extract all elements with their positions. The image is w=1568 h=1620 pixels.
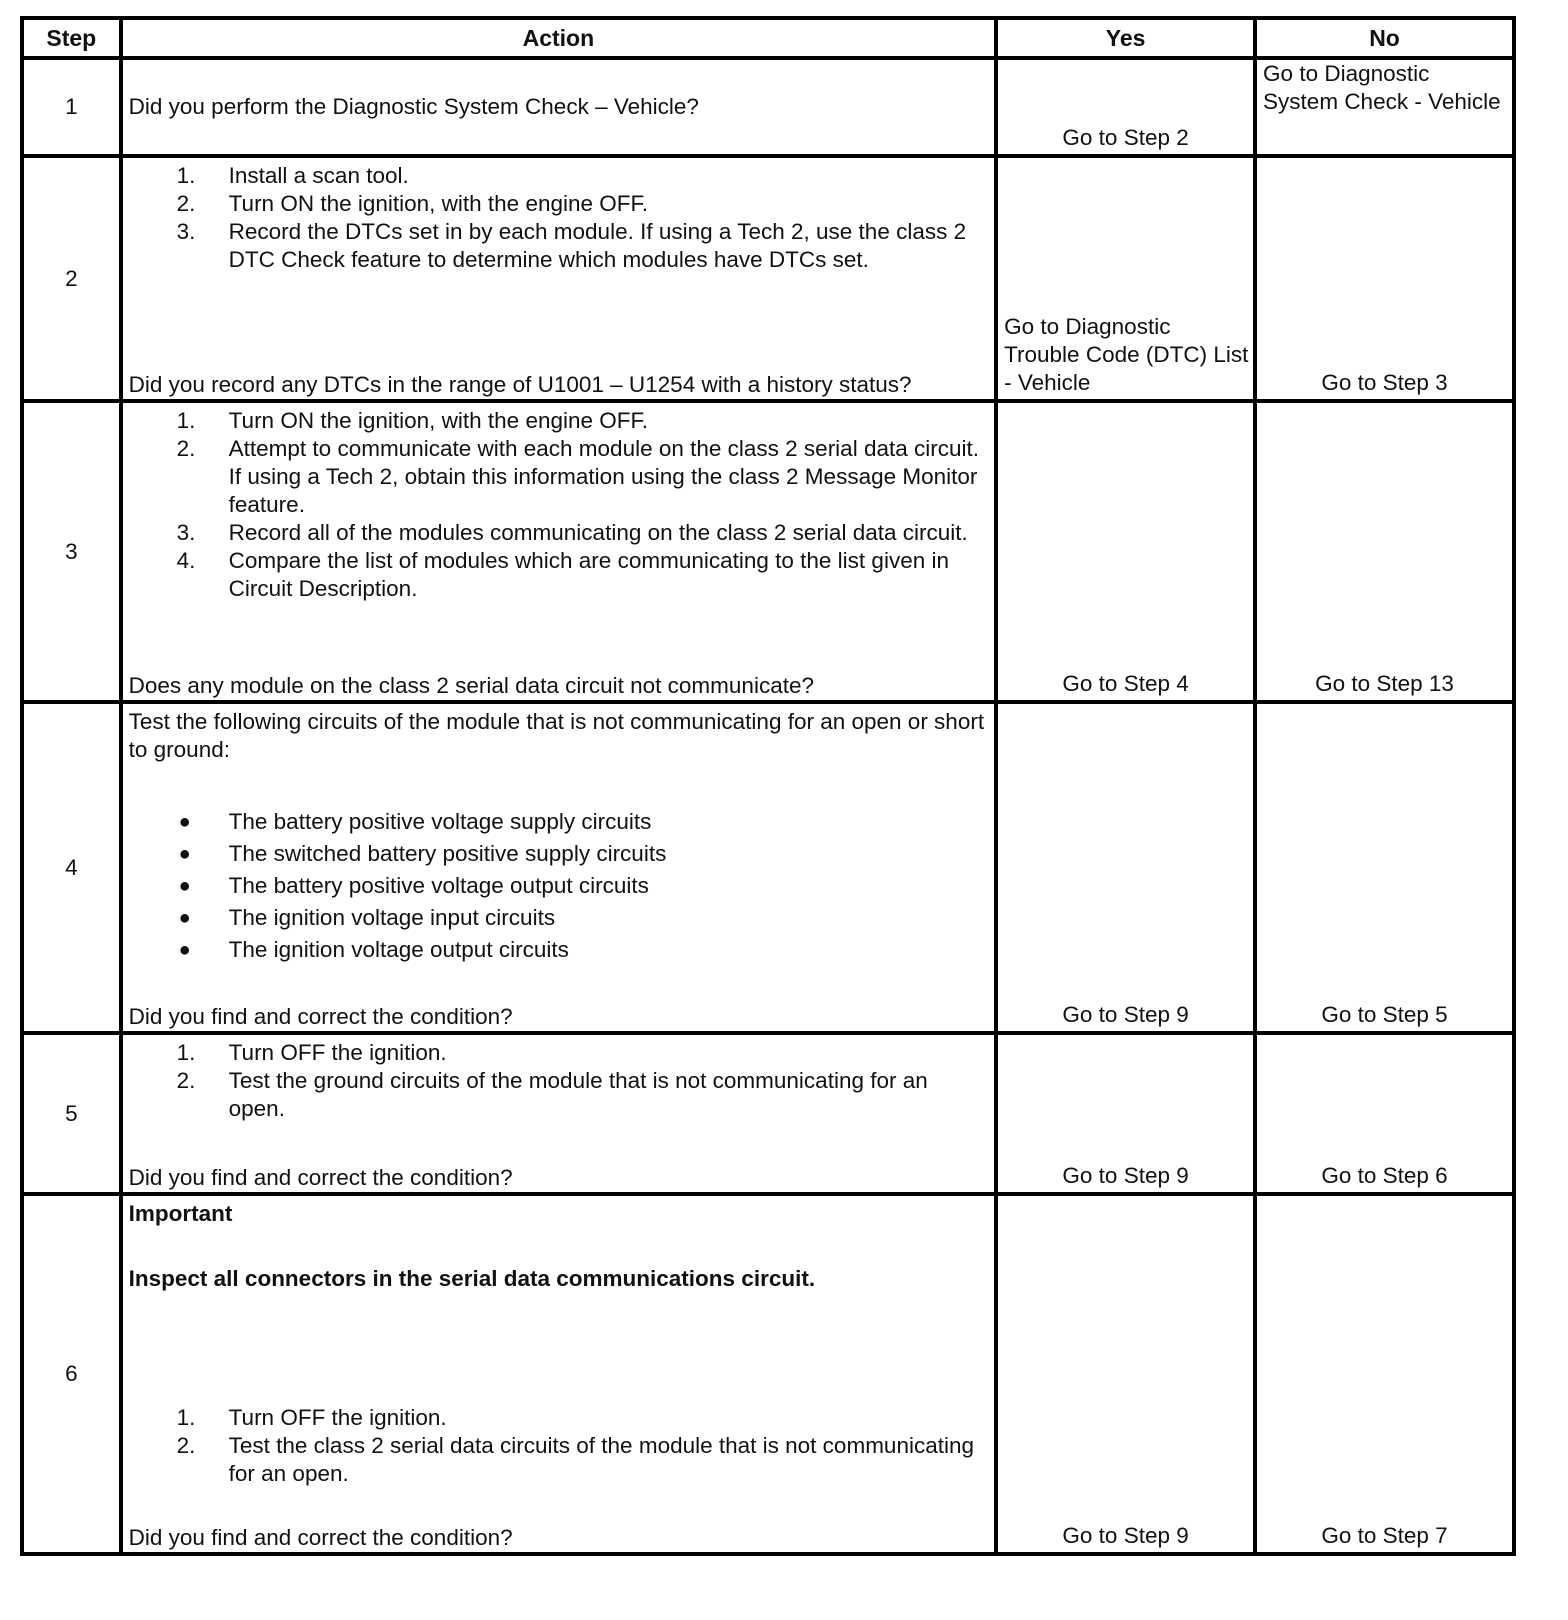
- diagnostic-table: [20, 16, 1516, 1556]
- list-item: ● The switched battery positive supply circuits: [129, 838, 988, 870]
- list-item: ● The battery positive voltage output circuits: [129, 870, 988, 902]
- list-item: 1. Install a scan tool.: [176, 163, 409, 188]
- list-item: 3. Record the DTCs set in by each module. If using a Tech 2, use the class 2 DTC Check feature to determine which modules have DTCs set.: [176, 219, 967, 272]
- step-number: 5: [22, 1033, 121, 1194]
- numbered-list: [129, 1404, 988, 1488]
- numbered-list: [129, 1039, 988, 1123]
- list-item: 2. Attempt to communicate with each module on the class 2 serial data circuit. If using a Tech 2, obtain this information using the class 2 Message Monitor feature.: [176, 436, 979, 517]
- header-no: No: [1255, 18, 1514, 58]
- table-row: [22, 58, 1514, 156]
- header-action: Action: [121, 18, 996, 58]
- list-item: 1. Turn OFF the ignition.: [176, 1405, 447, 1430]
- bullet-list: [129, 806, 988, 966]
- action-cell: [121, 401, 996, 702]
- list-item: 2. Test the class 2 serial data circuits of the module that is not communicating for an open.: [176, 1433, 974, 1486]
- action-question: Did you record any DTCs in the range of U1001 – U1254 with a history status?: [128, 372, 912, 397]
- header-yes: Yes: [996, 18, 1255, 58]
- no-cell: Go to Step 3: [1255, 156, 1514, 401]
- numbered-list: [129, 162, 988, 274]
- table-row: [22, 401, 1514, 702]
- yes-cell: Go to Diagnostic Trouble Code (DTC) List - Vehicle: [996, 156, 1255, 401]
- step-number: 4: [22, 702, 121, 1033]
- no-cell: Go to Diagnostic System Check - Vehicle: [1255, 58, 1514, 156]
- header-step: Step: [22, 18, 121, 58]
- action-cell: [121, 702, 996, 1033]
- step-number: 3: [22, 401, 121, 702]
- action-question: Did you find and correct the condition?: [128, 1165, 513, 1190]
- bullet-icon: ●: [178, 843, 191, 865]
- table-row: [22, 1194, 1514, 1554]
- table-row: [22, 156, 1514, 401]
- step-number: 1: [22, 58, 121, 156]
- bullet-icon: ●: [178, 875, 191, 897]
- action-question: Did you find and correct the condition?: [128, 1004, 513, 1029]
- list-item: ● The ignition voltage input circuits: [129, 902, 988, 934]
- no-cell: Go to Step 13: [1255, 401, 1514, 702]
- yes-cell: Go to Step 2: [996, 58, 1255, 156]
- important-text: Inspect all connectors in the serial data communications circuit.: [128, 1266, 816, 1291]
- list-item: 3. Record all of the modules communicating on the class 2 serial data circuit.: [176, 520, 968, 545]
- list-item: ● The ignition voltage output circuits: [129, 934, 988, 966]
- no-cell: Go to Step 7: [1255, 1194, 1514, 1554]
- no-cell: Go to Step 6: [1255, 1033, 1514, 1194]
- step-number: 2: [22, 156, 121, 401]
- yes-cell: Go to Step 9: [996, 1194, 1255, 1554]
- list-item: 2. Turn ON the ignition, with the engine OFF.: [176, 191, 649, 216]
- numbered-list: [129, 407, 988, 603]
- action-intro: Test the following circuits of the module that is not communicating for an open or short to ground:: [128, 709, 985, 762]
- list-item: 2. Test the ground circuits of the module that is not communicating for an open.: [176, 1068, 928, 1121]
- yes-cell: Go to Step 9: [996, 1033, 1255, 1194]
- table-row: [22, 702, 1514, 1033]
- yes-cell: Go to Step 4: [996, 401, 1255, 702]
- list-item: 1. Turn OFF the ignition.: [176, 1040, 447, 1065]
- bullet-icon: ●: [178, 939, 191, 961]
- action-question: Does any module on the class 2 serial data circuit not communicate?: [128, 673, 814, 698]
- header-row: [22, 18, 1514, 58]
- bullet-icon: ●: [178, 907, 191, 929]
- action-cell: [121, 58, 996, 156]
- no-cell: Go to Step 5: [1255, 702, 1514, 1033]
- action-cell: [121, 1194, 996, 1554]
- action-cell: [121, 1033, 996, 1194]
- list-item: ● The battery positive voltage supply circuits: [129, 806, 988, 838]
- action-question: Did you find and correct the condition?: [128, 1525, 513, 1550]
- important-title: Important: [128, 1201, 233, 1226]
- table-row: [22, 1033, 1514, 1194]
- step-number: 6: [22, 1194, 121, 1554]
- list-item: 4. Compare the list of modules which are communicating to the list given in Circuit Description.: [176, 548, 949, 601]
- action-cell: [121, 156, 996, 401]
- bullet-icon: ●: [178, 811, 191, 833]
- yes-cell: Go to Step 9: [996, 702, 1255, 1033]
- list-item: 1. Turn ON the ignition, with the engine OFF.: [176, 408, 649, 433]
- action-question: Did you perform the Diagnostic System Check – Vehicle?: [128, 94, 699, 119]
